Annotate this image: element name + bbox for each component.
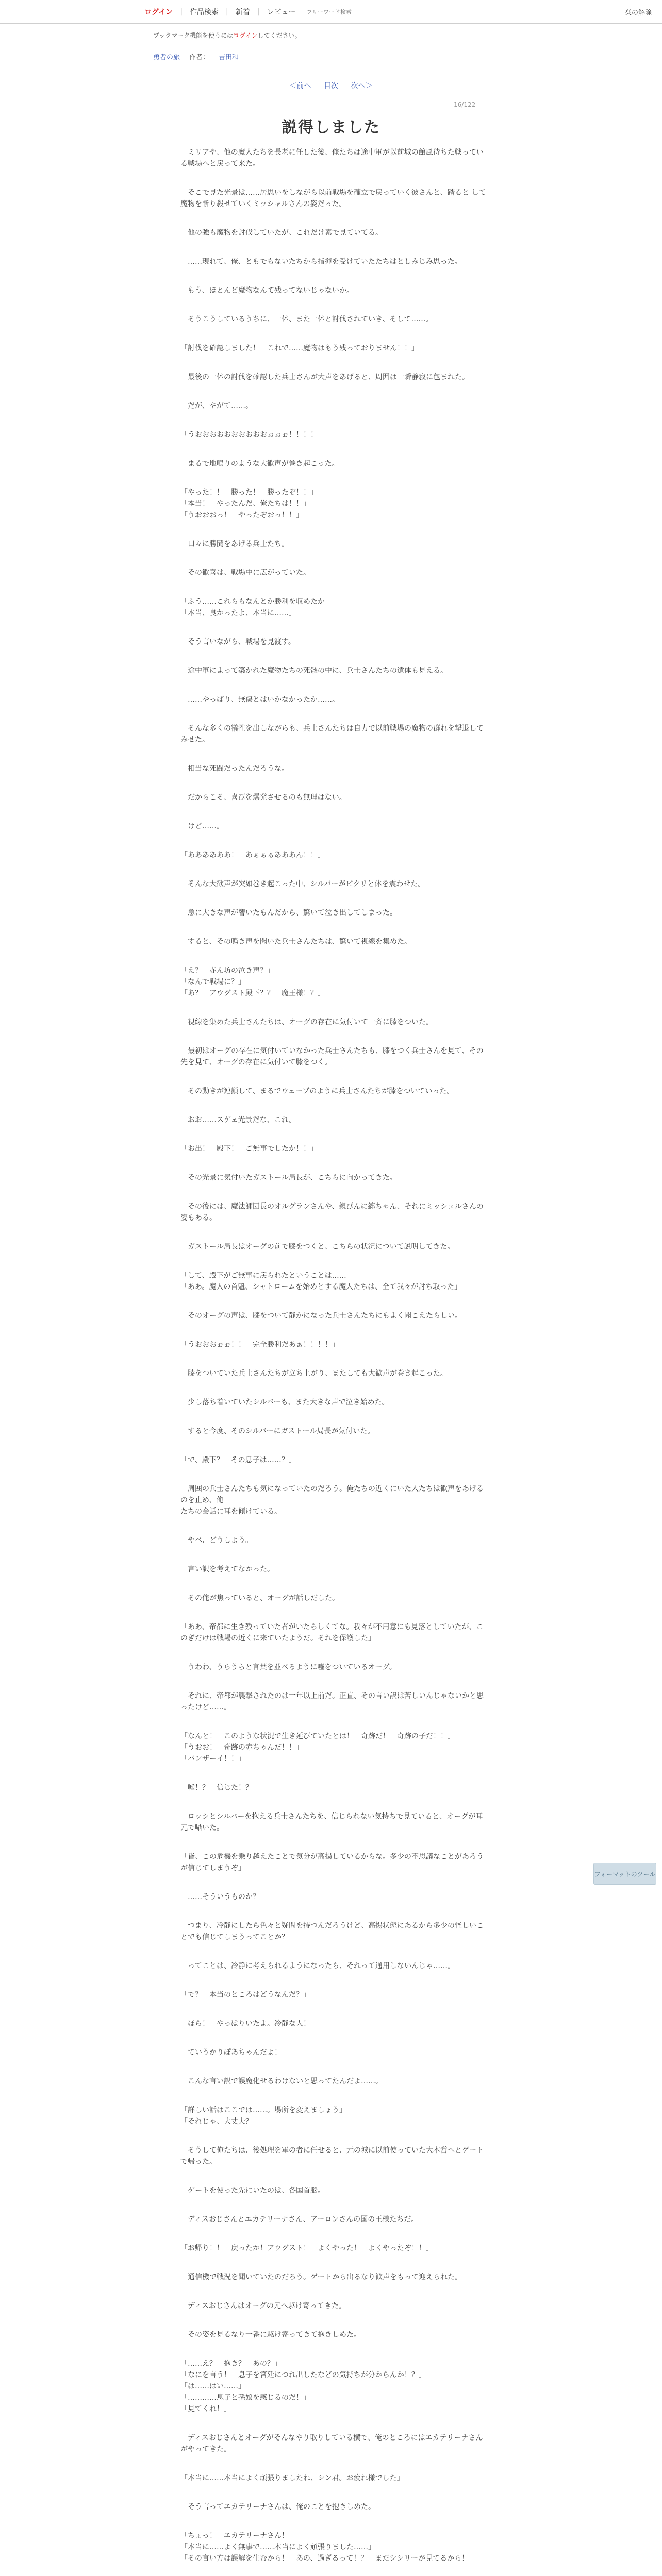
nav-divider: | (226, 8, 228, 16)
body-paragraph: そうこうしているうちに、一体、また一体と討伐されていき、そして……。 (180, 315, 433, 324)
body-paragraph: 「ちょっ！ エカテリーナさん！」 「本当に……よく無事で……本当によく頑張りました……」 「その言い方は誤解を生むから！ あの、過ぎるって！？ まだシシリーが見てるから！」 (180, 2532, 476, 2563)
body-paragraph: ロッシとシルバーを抱える兵士さんたちを、信じられない気持ちで見ていると、オーグが耳元で囁いた。 (180, 1812, 483, 1832)
body-paragraph: ……そういうものか？ (180, 1893, 260, 1901)
body-paragraph: 視線を集めた兵士さんたちは、オーグの存在に気付いて一斉に膝をついた。 (180, 1018, 433, 1026)
notice-suffix: してください。 (257, 32, 301, 39)
body-paragraph: ミリアや、他の魔人たちを長老に任した後、俺たちは途中軍が以前城の館風待ちた戦っている戦場へと戻って来た。 (180, 148, 484, 168)
body-paragraph: 「ああああああ！ あぁぁぁあああん！！」 (180, 851, 325, 859)
body-paragraph: その動きが連鎖して、まるでウェーブのように兵士さんたちが膝をついていった。 (180, 1087, 454, 1095)
body-paragraph: 「詳しい話はここでは……。場所を変えましょう」 「それじゃ、大丈夫？」 (180, 2106, 346, 2126)
body-paragraph: 最後の一体の討伐を確認した兵士さんが大声をあげると、周囲は一瞬静寂に包まれた。 (180, 373, 469, 381)
body-paragraph: 口々に勝鬨をあげる兵士たち。 (180, 540, 289, 548)
body-paragraph: 他の強も魔物を討伐していたが、これだけ素で見ていてる。 (180, 229, 383, 237)
chapter-number: 16/122 (454, 101, 476, 108)
body-paragraph: ディスおじさんはオーグの元へ駆け寄ってきた。 (180, 2302, 346, 2310)
body-paragraph: そう言ってエカテリーナさんは、俺のことを抱きしめた。 (180, 2503, 375, 2511)
body-paragraph: 「うおおおぉぉ！！ 完全勝利だあぁ！！！！」 (180, 1341, 339, 1349)
body-paragraph: だからこそ、喜びを爆発させるのも無理はない。 (180, 793, 346, 802)
login-notice (153, 31, 524, 40)
body-paragraph: 「討伐を確認しました！ これで……魔物はもう残っておりません！！」 (180, 344, 419, 352)
body-paragraph: やべ、どうしよう。 (180, 1536, 253, 1545)
body-paragraph: 「やった！！ 勝った！ 勝ったぞ！！」 「本当！ やったんだ、俺たちは！！」 「うおおおっ！ やったぞおっ！！」 (180, 488, 318, 519)
chapter-body (180, 147, 490, 2576)
next-chapter-link[interactable]: 次へ＞ (351, 82, 373, 90)
body-paragraph: すると今度、そのシルバーにガストール局長が気付いた。 (180, 1427, 375, 1435)
body-paragraph: 「え？ 赤ん坊の泣き声？」 「なんで戦場に？」 「あ？ アウグスト殿下？？ 魔王様！？」 (180, 967, 325, 997)
body-paragraph: 「で？ 本当のところはどうなんだ？」 (180, 1991, 310, 1999)
body-paragraph: 「本当に……本当によく頑張りましたね、シン君。お疲れ様でした」 (180, 2474, 404, 2482)
body-paragraph: そのオーグの声は、膝をついて静かになった兵士さんたちにもよく聞こえたらしい。 (180, 1312, 462, 1320)
body-paragraph: つまり、冷静にしたら色々と疑問を持つんだろうけど、高揚状態にあるから多少の怪しいことでも信じてしまうってことか？ (180, 1922, 484, 1941)
nav-review[interactable]: レビュー (267, 8, 296, 16)
prev-chapter-link[interactable]: ＜前へ (289, 82, 311, 90)
nav-divider: | (180, 8, 183, 16)
body-paragraph: その光景に気付いたガストール局長が、こちらに向かってきた。 (180, 1174, 397, 1182)
body-paragraph: ってことは、冷静に考えられるようになったら、それって通用しないんじゃ……。 (180, 1962, 455, 1970)
body-paragraph: 「お帰り！！ 戻ったか！アウグスト！ よくやった！ よくやったぞ！！」 (180, 2244, 433, 2252)
body-paragraph: おお……スゲェ光景だな、これ。 (180, 1116, 296, 1124)
body-paragraph: 「お出！ 殿下！ ご無事でしたか！！」 (180, 1145, 318, 1153)
remove-bookmark-link[interactable]: 栞の解除 (624, 9, 652, 17)
nav-new[interactable]: 新着 (235, 8, 250, 16)
body-paragraph: もう、ほとんど魔物なんて残ってないじゃないか。 (180, 286, 354, 295)
body-paragraph: まるで地鳴りのような大歓声が巻き起こった。 (180, 460, 339, 468)
body-paragraph: 嘘！？ 信じた！？ (180, 1784, 253, 1792)
body-paragraph: ほら！ やっぱりいたよ。冷静な人！ (180, 2020, 310, 2028)
body-paragraph: 通信機で戦況を聞いていたのだろう。ゲートから出るなり歓声をもって迎えられた。 (180, 2273, 462, 2281)
breadcrumb-author[interactable]: 吉田和 (219, 54, 239, 61)
body-paragraph: 最初はオーグの存在に気付いていなかった兵士さんたちも、膝をつく兵士さんを見て、その先を見て、オーグの存在に気付いて膝をつく。 (180, 1047, 484, 1066)
body-paragraph: ディスおじさんとエカテリーナさん、アーロンさんの国の王様たちだ。 (180, 2215, 419, 2224)
body-paragraph: 相当な死闘だったんだろうな。 (180, 765, 289, 773)
breadcrumb-author-label: 作者： (189, 54, 210, 61)
body-paragraph: その歓喜は、戦場中に広がっていた。 (180, 569, 310, 577)
body-paragraph: 「なんと！ このような状況で生き延びていたとは！ 奇跡だ！ 奇跡の子だ！！」 「うおお！ 奇跡の赤ちゃんだ！！」 「バンザーイ！！」 (180, 1732, 455, 1763)
body-paragraph: その俺が焦っていると、オーグが話しだした。 (180, 1594, 339, 1602)
body-paragraph: 「……え？ 抱き？ あの？」 「なにを言う！ 息子を宮廷につれ出したなどの気持ちが分からんか！？」 「は……はい……」 「…………息子と孫娘を感じるのだ！」 「見てくれ！」 (180, 2360, 426, 2413)
search-input[interactable] (303, 6, 388, 18)
breadcrumb (153, 52, 524, 61)
body-paragraph: 少し落ち着いていたシルバーも、また大きな声で泣き始めた。 (180, 1398, 389, 1406)
body-paragraph: そこで見た光景は……居思いをしながら以前戦場を確立で戻っていく彼さんと、踏ると して魔物を斬り殺せていくミッシャルさんの姿だった。 (180, 189, 486, 208)
body-paragraph: うわわ、うらうらと言葉を並べるように嘘をついているオーグ。 (180, 1663, 396, 1671)
body-paragraph: それに、帝都が襲撃されたのは一年以上前だ。正直、その言い訳は苦しいんじゃないかと思ったけど……。 (180, 1692, 484, 1711)
body-paragraph: 膝をついていた兵士さんたちが立ち上がり、またしても大歓声が巻き起こった。 (180, 1369, 448, 1378)
body-paragraph: すると、その鳴き声を聞いた兵士さんたちは、驚いて視線を集めた。 (180, 938, 411, 946)
nav-divider: | (257, 8, 260, 16)
top-bar (0, 0, 662, 24)
body-paragraph: ……現れて、俺、ともでもないたちから指揮を受けていたたちはとしみじみ思った。 (180, 258, 462, 266)
notice-prefix: ブックマーク機能を使うには (153, 32, 234, 39)
body-paragraph: 「皆、この危機を乗り越えたことで気分が高揚しているからな。多少の不思議なことがあろうが信じてしまうぞ」 (180, 1853, 484, 1872)
body-paragraph: ……やっぱり、無傷とはいかなかったか……。 (180, 696, 339, 704)
body-paragraph: 「ああ、帝都に生き残っていた者がいたらしくてな。我々が不用意にも見落としていたが、このぎだけは戦場の近くに来ていたようだ。それを保護した」 (180, 1623, 484, 1642)
body-paragraph: その姿を見るなり一番に駆け寄ってきて抱きしめた。 (180, 2331, 361, 2339)
body-paragraph: その後には、魔法師団長のオルグランさんや、親びんに纏ちゃん、それにミッシェルさんの姿もある。 (180, 1202, 484, 1222)
body-paragraph: ガストール局長はオーグの前で膝をつくと、こちらの状況について説明してきた。 (180, 1243, 455, 1251)
chapter-title: 説得しました (282, 118, 380, 137)
top-nav (144, 5, 388, 19)
body-paragraph: 「して、殿下がご無事に戻られたということは……」 「ああ。魔人の首魁、シャトロームを始めとする魔人たちは、全て我々が討ち取った」 (180, 1272, 462, 1291)
format-tool-button[interactable]: フォーマットのツール (593, 1863, 656, 1885)
body-paragraph: 急に大きな声が響いたもんだから、驚いて泣き出してしまった。 (180, 909, 397, 917)
body-paragraph: 「うおおおおおおおおおおぉぉぉ！！！！」 (180, 431, 325, 439)
nav-search-works[interactable]: 作品検索 (190, 8, 219, 16)
breadcrumb-series[interactable]: 勇者の旅 (153, 54, 180, 61)
body-paragraph: そんな多くの犠牲を出しながらも、兵士さんたちは自力で以前戦場の魔物の群れを撃退してみせた。 (180, 724, 484, 744)
body-paragraph: けど……。 (180, 822, 224, 831)
chapter-pager (0, 80, 662, 91)
body-paragraph: こんな言い訳で誤魔化せるわけないと思ってたんだよ……。 (180, 2077, 383, 2086)
body-paragraph: 「ふう……これらもなんとか勝利を収めたか」 「本当、良かったよ、本当に……」 (180, 598, 332, 617)
body-paragraph: 「で、殿下？ その息子は……？」 (180, 1456, 296, 1464)
toc-link[interactable]: 目次 (324, 82, 338, 90)
body-paragraph: だが、やがて……。 (180, 402, 253, 410)
notice-login-link[interactable]: ログイン (233, 32, 258, 39)
body-paragraph: ディスおじさんとオーグがそんなやり取りしている横で、俺のところにはエカテリーナさんがやってきた。 (180, 2434, 483, 2453)
body-paragraph: ゲートを使った先にいたのは、各国首脳。 (180, 2187, 325, 2195)
body-paragraph: そう言いながら、戦場を見渡す。 (180, 638, 295, 646)
body-paragraph: 言い訳を考えてなかった。 (180, 1565, 274, 1573)
body-paragraph: そうして俺たちは、後処理を軍の者に任せると、元の城に以前使っていた大本営へとゲートで帰った。 (180, 2146, 484, 2166)
body-paragraph: 周囲の兵士さんたちも気になっていたのだろう。俺たちの近くにいた人たちは歓声をあげるのを止め、俺 たちの会話に耳を傾けている。 (180, 1485, 484, 1516)
login-link[interactable]: ログイン (144, 8, 173, 16)
body-paragraph: 途中軍によって築かれた魔物たちの死骸の中に、兵士さんたちの遺体も見える。 (180, 667, 448, 675)
body-paragraph: ていうかりぽあちゃんだよ！ (180, 2048, 282, 2057)
body-paragraph: そんな大歓声が突如巻き起こった中、シルバーがビクリと体を震わせた。 (180, 880, 425, 888)
